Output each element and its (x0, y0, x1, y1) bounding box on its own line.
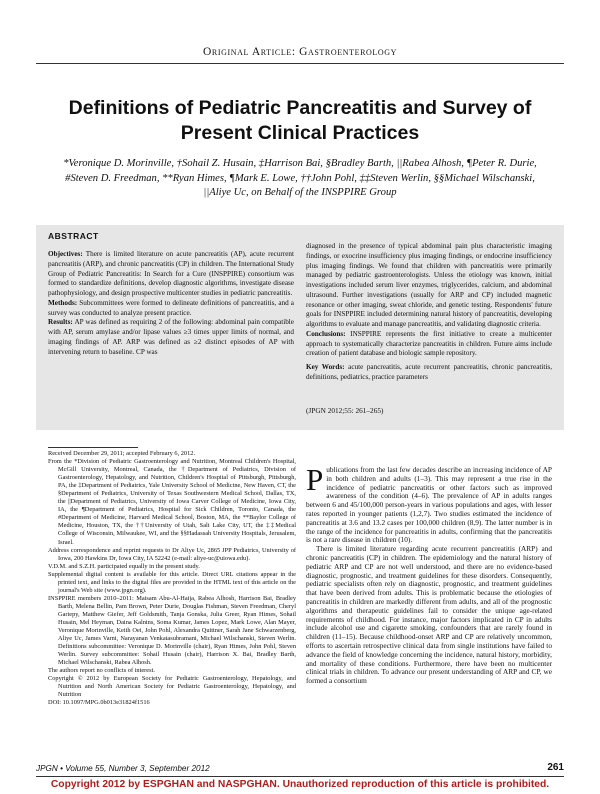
body-text (306, 462, 552, 686)
equal-contribution-note: V.D.M. and S.Z.H. participated equally in the present study. (48, 562, 200, 570)
copyright-notice: Copyright 2012 by ESPGHAN and NASPGHAN. Unauthorized reproduction of this article is prohibited. (50, 779, 550, 790)
section-heading: Original Article: Gastroenterology (202, 46, 398, 58)
abstract-left-column (48, 250, 294, 357)
supplemental-note: Supplemental digital content is available for this article. Direct URL citations appear in the printed text, and links to the digital files are provided in the HTML text of this article on the journal's Web site (www.jpgn.org). (48, 570, 296, 594)
journal-footer (36, 762, 564, 776)
footnotes (48, 450, 296, 708)
abstract-right-column (306, 242, 552, 383)
correspondence-address: Address correspondence and reprint requests to Dr Aliye Uc, 2865 JPP Pediatrics, University of Iowa, 200 Hawkins Dr, Iowa City, IA 52242 (e-mail: aliye-uc@uiowa.edu). (48, 546, 296, 562)
members-list: INSPPIRE members 2010–2011: Maisam Abu-Al-Haija, Rabea Alhosh, Harrison Bai, Bradley Barth, Melena Bellin, Pam Brown, Peter Durie, Douglas Fishman, Steven Freedman, Cheryl Gariepy, Matthew Giefer, Jeff Goldsmith, Tanja Gonska, Julia Greer, Ryan Himes, Sohail Husain, Mel Heyman, Daina Kalnins, Soma Kumar, James Lopez, Mark Lowe, Alan Mayer, Veronique Morinville, Keith Oei, John Pohl, Alexandra Quittner, Sarah Jane Schwarzenberg, Aliye Uc, James Varni, Narayanan Venkatasubramani, Michael Wilschanski, Steven Werlin. Definitions subcommittee: Veronique D. Morinville (chair), Ryan Himes, John Pohl, Steven Werlin. Survey subcommittee: Sohail Husain (chair), Harrison X. Bai, Bradley Barth, Michael Wilschanski, Rabea Alhosh. (48, 594, 296, 667)
abstract-conclusions: Conclusions: INSPPIRE represents the first initiative to create a multicenter approach to systematically characterize pancreatitis in children. Future aims include creation of patient database and biologic sample repository. (306, 329, 552, 358)
body-paragraph-1: ublications from the last few decades describe an increasing incidence of AP in both children and adults (1–3). This may represent a true rise in the incidence of pediatric pancreatitis or other factors such as improved awareness of the condition (4–6). The prevalence of AP in adults ranges between 6 and 45/100,000 person-years in various populations and ages, with lesser rates reported in younger patients (1,2,7). Two studies estimated the incidence of pancreatitis at 3.6 and 13.2 cases per 100,000 children (8,9). The latter number is in the range of the incidence for pancreatitis in adults, confirming that the pancreatitis is not a rare disease in children (10). (306, 465, 552, 545)
doi: DOI: 10.1097/MPG.0b013e31824f1516 (48, 699, 150, 707)
copyright-footnote: Copyright © 2012 by European Society for Pediatric Gastroenterology, Hepatology, and Nutrition and North American Society for Pediatric Gastroenterology, Hepatology, and Nutrition (48, 675, 296, 699)
footnote-rule (48, 447, 138, 448)
abstract-keywords: Key Words: acute pancreatitis, acute recurrent pancreatitis, chronic pancreatitis, definitions, pediatrics, practice parameters (306, 363, 552, 381)
journal-issue: JPGN • Volume 55, Number 3, September 2012 (36, 764, 210, 773)
author-list: *Veronique D. Morinville, †Sohail Z. Husain, ‡Harrison Bai, §Bradley Barth, ||Rabea Alhosh, ¶Peter R. Durie, #Steven D. Freedman, **Ryan Himes, ¶Mark E. Lowe, ††John Pohl, ‡‡Steven Werlin, §§Michael Wilschanski, ||Aliye Uc, on Behalf of the INSPPIRE Group (63, 158, 537, 198)
affiliations: From the *Division of Pediatric Gastroenterology and Nutrition, Montreal Children's Hospital, McGill University, Montreal, Canada, the †Department of Pediatrics, Division of Gastroenterology, Hepatology, and Nutrition, Children's Hospital of Pittsburgh, Pittsburgh, PA, the ‡Department of Pediatrics, Yale University School of Medicine, New Haven, CT, the §Department of Pediatrics, University of Texas Southwestern Medical School, Dallas, TX, the ||Department of Pediatrics, University of Iowa Carver College of Medicine, Iowa City, IA, the ¶Department of Pediatrics, Hospital for Sick Children, Toronto, Canada, the #Department of Medicine, Harvard Medical School, Boston, MA, the **Baylor College of Medicine, Houston, TX, the ††University of Utah, Salt Lake City, UT, the ‡‡Medical College of Wisconsin, Milwaukee, WI, and the §§Hadassah University Hospitals, Jerusalem, Israel. (48, 458, 296, 546)
page-number: 261 (547, 762, 564, 773)
abstract-objectives: Objectives: There is limited literature on acute pancreatitis (AP), acute recurrent pancreatitis (ARP), and chronic pancreatitis (CP) in children. The International Study Group of Pediatric Pancreatitis: In Search for a Cure (INSPPIRE) consortium was formed to standardize definitions, develop diagnostic algorithms, investigate disease pathophysiology, and design prospective multicenter studies in pediatric pancreatitis. (48, 250, 294, 297)
conflict-of-interest: The authors report no conflicts of interest. (48, 667, 155, 675)
footer-rule (36, 776, 564, 777)
article-title: Definitions of Pediatric Pancreatitis and Survey of Present Clinical Practices (68, 97, 532, 144)
body-paragraph-2: There is limited literature regarding acute recurrent pancreatitis (ARP) and chronic pancreatitis (CP) in children. The epidemiology and the natural history of pediatric ARP and CP are not well understood, and there are no evidence-based diagnostic, prognostic, and treatment guidelines for these disorders. Consequently, pediatric specialists often rely on diagnostic, prognostic, and treatment guidelines that have been derived from adults. This is problematic because the etiologies of pancreatitis in children are markedly different from adults, and all of the prognostic algorithms and therapeutic guidelines fail to consider the unique age-related requirements of childhood. For instance, major factors implicated in CP in adults include alcohol use and cigarette smoking, confounders that are rarely found in children (11–15). Because childhood-onset ARP and CP are relatively uncommon, efforts to ascertain retrospective clinical data from single institutions have failed to advance the field of knowledge concerning the incidence, natural history, morbidity, and mortality of these conditions. Furthermore, there have been no multicenter clinical trials in children. To advance our present understanding of ARP and CP, we formed a consortium (306, 544, 552, 686)
header-rule (36, 63, 564, 64)
received-date: Received December 29, 2011; accepted February 6, 2012. (48, 450, 196, 457)
abstract-heading: ABSTRACT (48, 231, 99, 241)
abstract-methods: Methods: Subcommittees were formed to delineate definitions of pancreatitis, and a survey was conducted to analyze present practice. (48, 298, 294, 317)
abstract-results-continued: diagnosed in the presence of typical abdominal pain plus characteristic imaging findings, or exocrine insufficiency plus imaging findings, or endocrine insufficiency plus imaging findings. We found that children with pancreatitis were primarily managed by pediatric gastroenterologists. Unless the etiology was known, initial investigations included serum liver enzymes, triglycerides, calcium, and abdominal ultrasound. Further investigations (usually for ARP and CP) included magnetic resonance or other imaging, sweat chloride, and genetic testing. Respondents' future goals for INSPPIRE included determining natural history of pancreatitis, developing algorithms to evaluate and manage pancreatitis, and validating diagnostic criteria. (306, 242, 552, 328)
journal-citation: (JPGN 2012;55: 261–265) (306, 406, 384, 415)
abstract-results: Results: AP was defined as requiring 2 of the following: abdominal pain compatible with AP, serum amylase and/or lipase values ≥3 times upper limits of normal, and imaging findings of AP. ARP was defined as ≥2 distinct episodes of AP with intervening return to baseline. CP was (48, 318, 294, 356)
drop-cap: P (306, 462, 324, 497)
